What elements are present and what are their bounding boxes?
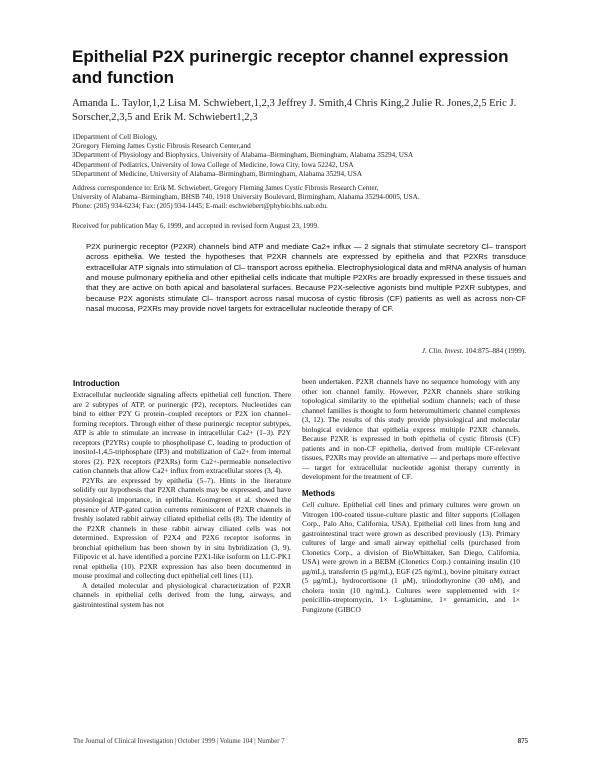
right-column: [302, 377, 520, 615]
correspondence-address: [72, 184, 542, 212]
intro-paragraph-1: Extracellular nucleotide signaling affects epithelial cell function. There are 2 subtypes of ATP, or purinergic (P2), receptors. Nucleotides can bind to either P2Y G protein–coupled receptors or P2X ion channel–forming receptors. Through either of these purinergic receptor subtypes, ATP is able to stimulate an increase in intracellular Ca2+ (1–3). P2Y receptors (P2YRs) couple to phospholipase C, leading to production of inositol-1,4,5-triphosphate (IP3) and mobilization of Ca2+ from internal stores (2). P2X receptors (P2XRs) form Ca2+-permeable nonselective cation channels that allow Ca2+ influx from extracellular stores (3, 4).: [73, 390, 291, 476]
citation-journal: J. Clin. Invest.: [421, 347, 464, 355]
address-line-2: University of Alabama–Birmingham, BHSB 740, 1918 University Boulevard, Birmingham, Alabama 35294-0005, USA.: [72, 193, 420, 202]
article-title: Epithelial P2X purinergic receptor channel expression and function: [72, 47, 509, 87]
affiliation-5: 5Department of Medicine, University of Alabama–Birmingham, Birmingham, Alabama 35294, USA: [72, 169, 363, 178]
affiliation-4: 4Department of Pediatrics, University of Iowa College of Medicine, Iowa City, Iowa 52242, USA: [72, 160, 354, 169]
citation: [422, 347, 526, 356]
intro-paragraph-3: A detailed molecular and physiological characterization of P2XR channels in epithelial cells derived from the lung, airways, and gastrointestinal system has not: [73, 580, 291, 610]
left-column: [73, 378, 291, 610]
intro-paragraph-2: P2YRs are expressed by epithelia (5–7). Hints in the literature solidify our hypothesis that P2XR channels may be expressed, and have physiological importance, in epithelia. Koomgreen et al. showed the presence of ATP-gated cation currents reminiscent of P2XR channels in freshly isolated rabbit airway ciliated epithelial cells (8). The identity of the P2XR channels in these rabbit airway ciliated cells was not determined. Expression of P2X4 and P2X6 receptor isoforms in bronchial epithelium has been shown by in situ hybridization (3, 9). Filipovic et al. have identified a porcine P2X1-like isoform on LLC-PK1 renal epithelia (10). P2XR expression has also been documented in mouse proximal and collecting duct epithelial cell lines (11).: [73, 475, 291, 581]
affiliations: [72, 133, 542, 179]
affiliation-1: 1Department of Cell Biology,: [72, 133, 158, 141]
page-footer: [73, 737, 528, 746]
methods-heading: Methods: [302, 489, 335, 499]
abstract: P2X purinergic receptor (P2XR) channels bind ATP and mediate Ca2+ influx — 2 signals that stimulate secretory Cl– transport across epithelia. We tested the hypotheses that P2XR channels are expressed by epithelia and that P2XRs transduce extracellular ATP signals into stimulation of Cl– transport across epithelia. Electrophysiological data and mRNA analysis of human and mouse pulmonary epithelia and other epithelial cells indicate that multiple P2XRs are broadly expressed in these tissues and that they are active on both apical and basolateral surfaces. Because P2X-selective agonists bind multiple P2XR subtypes, and because P2X agonists stimulate Cl– transport across nasal mucosa of cystic fibrosis (CF) patients as well as across non-CF nasal mucosa, P2XRs may provide novel targets for extracellular nucleotide therapy of CF.: [86, 242, 526, 314]
affiliation-3: 3Department of Physiology and Biophysics, University of Alabama–Birmingham, Birmingham, Alabama 35294, USA: [72, 151, 414, 160]
methods-label: Cell culture.: [302, 500, 341, 510]
address-line-3: Phone: (205) 934-6234; Fax: (205) 934-1445; E-mail: eschwiebert@phybio.bhs.uab.edu.: [72, 202, 328, 211]
author-list: Amanda L. Taylor,1,2 Lisa M. Schwiebert,1,2,3 Jeffrey J. Smith,4 Chris King,2 Julie R. Jones,2,5 Eric J. Sorscher,2,3,5 and Erik M. Schwiebert1,2,3: [72, 98, 517, 123]
page-number: 875: [517, 738, 528, 745]
methods-text: Epithelial cell lines and primary cultures were grown on Vitrogen 100-coated tissue-culture plastic and filter supports (Collagen Corp., Palo Alto, California, USA). Epithelial cell lines from lung and gastrointestinal tract were grown as described previously (13). Primary cultures of large and small airway epithelial cells (purchased from Clonetics Corp., a division of BioWhittaker, San Diego, California, USA) were grown in a BEBM (Clonetics Corp.) containing insulin (10 μg/mL), transferrin (5 μg/mL), EGF (25 ng/mL), bovine pituitary extract (5 μg/mL), hydrocortisone (1 μM), triiodothyronine (30 nM), and cholera toxin (10 ng/mL). Cultures were supplemented with 1× penicillin-streptomycin, 1× L-glutamine, 1× gentamicin, and 1× Fungizone (GIBCO: [302, 500, 521, 615]
citation-detail: 104:875–884 (1999).: [465, 347, 526, 355]
running-footer: The Journal of Clinical Investigation | October 1999 | Volume 104 | Number 7: [73, 738, 285, 745]
received-date: Received for publication May 6, 1999, and accepted in revised form August 23, 1999.: [72, 222, 319, 230]
methods-paragraph-1: [302, 500, 520, 615]
address-line-1: Address correspondence to: Erik M. Schwiebert, Gregory Fleming James Cystic Fibrosis Research Center,: [72, 184, 379, 192]
affiliation-2: 2Gregory Fleming James Cystic Fibrosis Research Center,and: [72, 142, 251, 151]
intro-paragraph-continued: been undertaken. P2XR channels have no sequence homology with any other ion channel family. However, P2XR channels share striking topological similarity to the epithelial sodium channels; each of these channel families is thought to form heteromultimeric channel complexes (3, 12). The results of this study provide physiological and molecular biological evidence that epithelia express multiple P2XR channels. Because P2XR is expressed in both epithelia of cystic fibrosis (CF) patients and in non-CF epithelia, derived from multiple CF-relevant tissues, P2XRs may provide an alternative — and perhaps more effective — target for extracellular nucleotide agonist therapy currently in development for the treatment of CF.: [302, 377, 520, 482]
introduction-heading: Introduction: [73, 379, 120, 388]
